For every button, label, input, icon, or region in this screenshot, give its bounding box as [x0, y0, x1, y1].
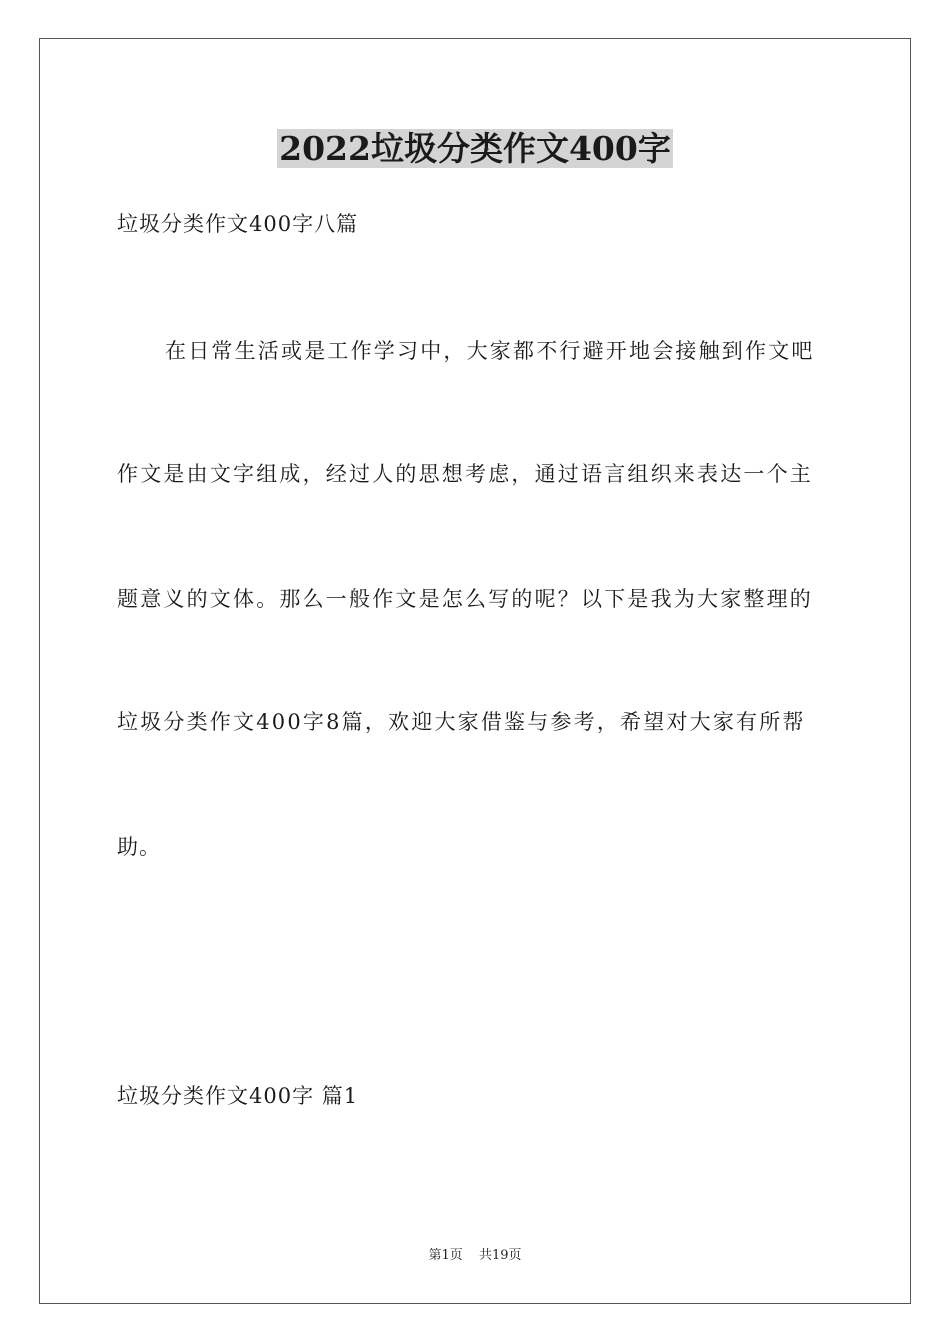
document-title: [0, 124, 950, 174]
page-number-total: 共19页: [478, 1248, 522, 1263]
paragraph-line: 在日常生活或是工作学习中，大家都不行避开地会接触到作文吧: [165, 339, 815, 363]
paragraph-line: 垃圾分类作文400字8篇，欢迎大家借鉴与参考，希望对大家有所帮: [117, 710, 806, 734]
document-title-text: 2022垃圾分类作文400字: [279, 129, 671, 168]
document-subtitle: 垃圾分类作文400字八篇: [117, 212, 359, 236]
page-number-current: 第1页: [428, 1248, 463, 1263]
paragraph-line: 题意义的文体。那么一般作文是怎么写的呢？以下是我为大家整理的: [117, 587, 813, 611]
paragraph-line: 作文是由文字组成，经过人的思想考虑，通过语言组织来表达一个主: [117, 462, 813, 486]
paragraph-line: 助。: [117, 835, 161, 859]
section-heading: 垃圾分类作文400字 篇1: [117, 1084, 359, 1108]
page-footer: [0, 1246, 950, 1266]
